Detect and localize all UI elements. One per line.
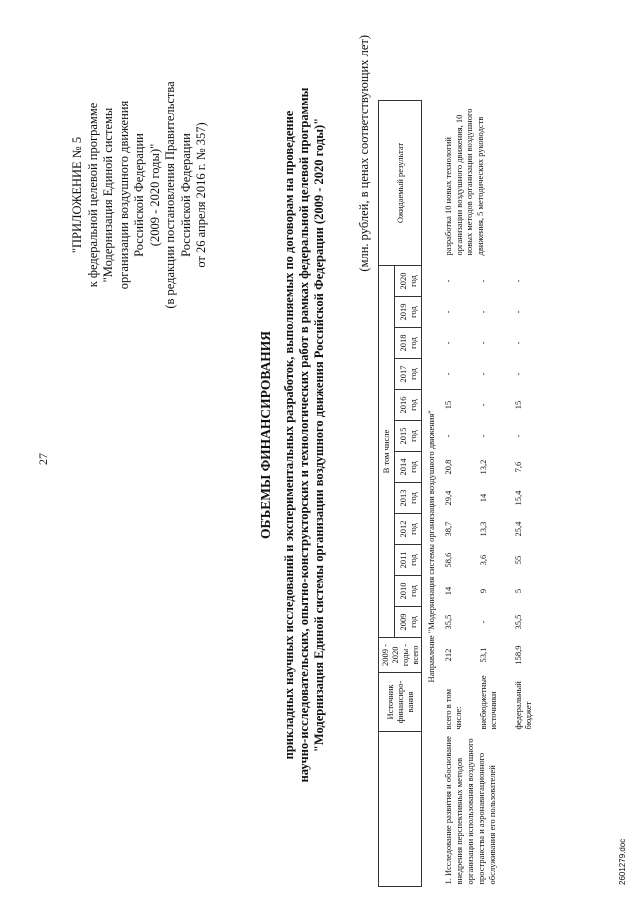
- appendix-line: "Модернизация Единой системы: [101, 107, 115, 283]
- year-cell: -: [513, 434, 523, 438]
- year-cell: 29,4: [443, 490, 453, 506]
- header-project: [379, 732, 422, 887]
- header-year: 2009 год: [394, 607, 421, 638]
- year-cell: -: [478, 434, 488, 438]
- year-cell: 14: [443, 586, 453, 596]
- header-year: 2019 год: [394, 297, 421, 328]
- source-cell: внебюджетные источники: [478, 675, 498, 730]
- total-cell: 158,9: [513, 645, 523, 665]
- year-cell: 15: [513, 400, 523, 410]
- year-cell: 58,6: [443, 552, 453, 568]
- source-cell: федеральный бюджет: [513, 681, 533, 730]
- header-year: 2020 год: [394, 266, 421, 297]
- year-cell: -: [443, 341, 453, 345]
- header-in-that: В том числе: [379, 266, 395, 638]
- appendix-line: (в редакции постановления Правительства: [163, 81, 177, 309]
- header-year: 2013 год: [394, 483, 421, 514]
- header-source: Источник финансиро-вания: [379, 673, 422, 732]
- header-year: 2011 год: [394, 545, 421, 576]
- header-year: 2014 год: [394, 452, 421, 483]
- year-cell: 7,6: [513, 461, 523, 473]
- header-year: 2018 год: [394, 328, 421, 359]
- page-number: 27: [36, 453, 50, 465]
- year-cell: -: [443, 372, 453, 376]
- financing-table: [378, 100, 534, 887]
- direction-row: [422, 101, 443, 887]
- year-cell: -: [478, 341, 488, 345]
- header-year: 2015 год: [394, 421, 421, 452]
- appendix-line: Российской Федерации: [132, 133, 146, 257]
- total-cell: 53,1: [478, 647, 488, 663]
- year-cell: 13,2: [478, 459, 488, 475]
- year-cell: -: [513, 372, 523, 376]
- header-year: 2010 год: [394, 576, 421, 607]
- year-cell: -: [478, 310, 488, 314]
- subtitle-line: прикладных научных исследований и экспериментальных разработок, выполняемых по договорам на проведение: [282, 110, 296, 760]
- subtitle-line: "Модернизация Единой системы организации воздушного движения Российской Федерации (2009 - 2020 годы)": [312, 117, 326, 753]
- year-cell: -: [478, 403, 488, 407]
- document-subtitle: [282, 20, 327, 850]
- result-cell: разработка 10 новых технологий организации воздушного движения, 10 новых методов организации воздушного движения, 5 методических руководств: [443, 108, 485, 256]
- year-cell: 20,8: [443, 459, 453, 475]
- appendix-line: Российской Федерации: [178, 133, 193, 257]
- year-cell: -: [443, 310, 453, 314]
- year-cell: -: [443, 279, 453, 283]
- header-year: 2016 год: [394, 390, 421, 421]
- appendix-line: организации воздушного движения: [116, 100, 131, 290]
- appendix-line: к федеральной целевой программе: [85, 102, 100, 288]
- year-cell: -: [478, 620, 488, 624]
- year-cell: 14: [478, 493, 488, 503]
- financing-table-wrap: [378, 100, 534, 887]
- year-cell: -: [443, 434, 453, 438]
- year-cell: 13,3: [478, 521, 488, 537]
- subtitle-line: научно-исследовательских, опытно-конструкторских и технологических работ в рамках федеральной целевой программы: [297, 87, 311, 783]
- header-result: Ожидаемый результат: [379, 101, 422, 266]
- year-cell: 3,6: [478, 554, 488, 566]
- footer-filename: 2601279.doc: [618, 838, 627, 885]
- year-cell: 9: [478, 588, 488, 594]
- year-cell: -: [478, 279, 488, 283]
- header-total: 2009 - 2020 годы - всего: [379, 638, 422, 673]
- year-cell: 5: [513, 588, 523, 594]
- year-cell: 15: [443, 400, 453, 410]
- year-cell: 38,7: [443, 521, 453, 537]
- year-cell: -: [478, 372, 488, 376]
- document-title: ОБЪЕМЫ ФИНАНСИРОВАНИЯ: [258, 330, 273, 540]
- year-cell: -: [513, 279, 523, 283]
- total-cell: 212: [443, 648, 453, 662]
- year-cell: 15,4: [513, 490, 523, 506]
- year-cell: 55: [513, 555, 523, 565]
- table-row: [442, 101, 464, 887]
- source-cell: всего в том числе:: [443, 689, 463, 730]
- year-cell: 35,5: [513, 614, 523, 630]
- appendix-line: от 26 апреля 2016 г. № 357): [194, 122, 208, 268]
- appendix-line: "ПРИЛОЖЕНИЕ № 5: [70, 136, 84, 254]
- direction-label: Направление "Модернизация системы организации воздушного движения": [426, 410, 436, 683]
- year-cell: -: [513, 310, 523, 314]
- year-cell: 35,5: [443, 614, 453, 630]
- appendix-header: [70, 45, 210, 345]
- header-year: 2012 год: [394, 514, 421, 545]
- year-cell: -: [513, 341, 523, 345]
- units-note: (млн. рублей, в ценах соответствующих лет): [357, 35, 371, 272]
- year-cell: 25,4: [513, 521, 523, 537]
- header-year: 2017 год: [394, 359, 421, 390]
- appendix-line: (2009 - 2020 годы)": [147, 143, 162, 247]
- project-name: 1. Исследование развития и обоснование внедрения перспективных методов организации использования воздушного пространства и аэронавигационного обслуживания его пользователей: [443, 736, 497, 885]
